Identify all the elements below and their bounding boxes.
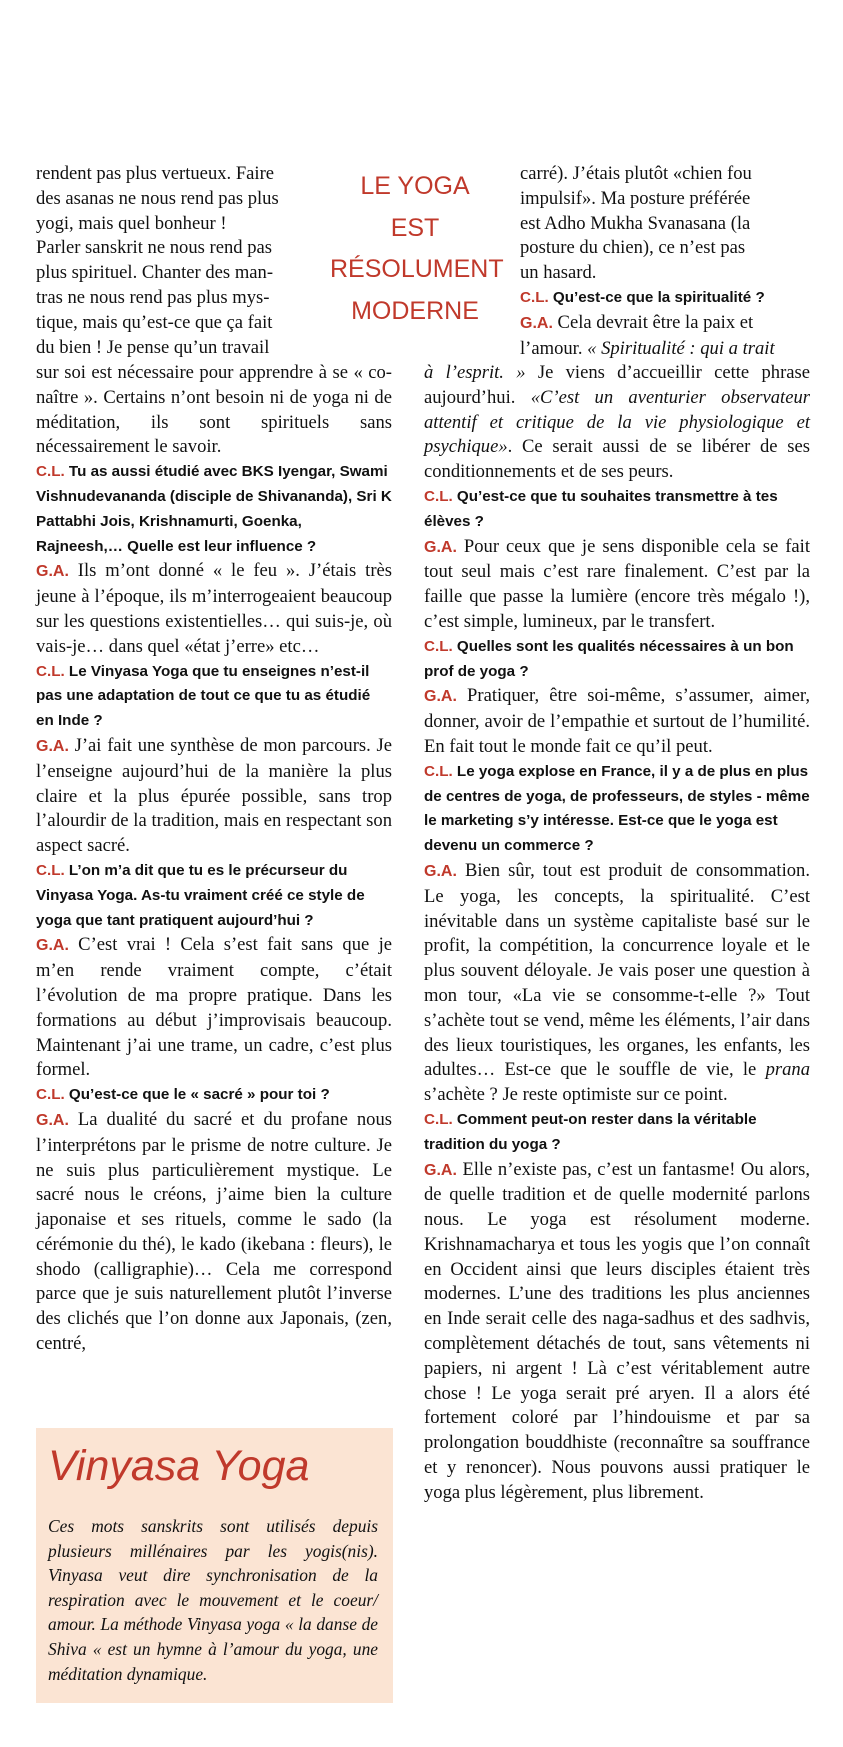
interview-question — [424, 485, 810, 535]
answer-text: Pratiquer, être soi-même, s’assumer, aimer, donner, avoir de l’empathie et surtout de l’humilité. En fait tout le monde fait ce qu’il peut. — [424, 685, 810, 757]
text-line: impulsif». Ma posture préférée — [520, 187, 751, 209]
speaker-label: C.L. — [424, 487, 453, 505]
question-text: Qu’est-ce que la spiritualité ? — [552, 288, 765, 306]
answer-text: J’ai fait une synthèse de mon parcours. Je l’enseigne aujourd’hui de la manière la plus claire et la plus épurée possible, sans trop l’alourdir de la tradition, mais en respectant son aspect sacré. — [36, 734, 392, 857]
text-line: carré). J’étais plutôt «chien fou — [520, 163, 752, 184]
speaker-label: C.L. — [424, 1110, 453, 1128]
question-text: Qu’est-ce que le « sacré » pour toi ? — [68, 1086, 330, 1104]
question-text: Comment peut-on rester dans la véritable tradition du yoga ? — [424, 1110, 757, 1153]
text-line: un hasard. — [520, 262, 597, 284]
answer-text: Cela devrait être la paix et — [557, 311, 754, 333]
answer-text: Bien sûr, tout est produit de consommation. Le yoga, les concepts, la spiritualité. C’est inévitable dans un système capitaliste basé sur le profit, la compétition, la concurrence loyale et le plus souvent déloyale. Je vais poser une question à mon tour, «La vie se consomme-t-elle ?» Tout s’achète tout se vend, même les éléments, l’air dans des lieux touristiques, les organes, les enfants, les adultes… Est-ce que le souffle de vie, le — [424, 859, 810, 1081]
left-column-intro — [36, 162, 352, 360]
interview-question — [36, 859, 392, 933]
text-line: plus spirituel. Chanter des man- — [36, 262, 274, 284]
answer-text: s’achète ? Je reste optimiste sur ce point. — [424, 1084, 728, 1106]
quote-text: « Spiritualité : qui a trait — [587, 337, 775, 359]
pull-quote-line: RÉSOLUMENT — [330, 255, 504, 283]
pull-quote-line: MODERNE — [351, 296, 479, 325]
speaker-label: G.A. — [424, 1161, 457, 1179]
right-column-top — [520, 162, 810, 361]
answer-text: . Ce serait aussi de se libérer de ses conditionnements et de ses peurs. — [424, 436, 810, 483]
text-line: tras ne nous rend pas plus mys- — [36, 286, 270, 308]
answer-emphasis: prana — [765, 1059, 810, 1081]
answer-text: La dualité du sacré et du profane nous l’interprétons par le prisme de notre culture. Je ne suis plus particulièrement mystique. Le sacré nous le créons, j’aime bien la culture japonaise et ses rituels, comme le sado (la cérémonie du thé), le kado (ikebana : fleurs), le shodo (calligraphie)… Cela me correspond parce que je suis naturellement plutôt l’inverse des clichés que l’on donne aux Japonais, (zen, centré, — [36, 1108, 392, 1355]
left-column — [36, 361, 392, 1357]
interview-answer — [424, 684, 810, 759]
text-line: du bien ! Je pense qu’un travail — [36, 336, 270, 358]
speaker-label: C.L. — [36, 662, 65, 680]
paragraph — [424, 361, 810, 485]
question-text: Quelles sont les qualités nécessaires à un bon prof de yoga ? — [424, 637, 794, 680]
speaker-label: G.A. — [36, 937, 69, 955]
speaker-label: C.L. — [36, 861, 65, 879]
speaker-label: C.L. — [36, 1086, 65, 1104]
question-text: Le yoga explose en France, il y a de plus en plus de centres de yoga, de professeurs, de styles - même le marketing s’y intéresse. Est-ce que le yoga est devenu un commerce ? — [424, 762, 810, 855]
speaker-label: G.A. — [36, 1111, 69, 1129]
quote-text: «C’est un aventurier observateur attentif et critique de la vie physiologique et psychique» — [424, 386, 811, 458]
interview-answer — [424, 1158, 810, 1506]
pull-quote-line: EST — [390, 213, 440, 242]
text-line: yogi, mais quel bonheur ! — [36, 212, 227, 234]
question-text: Tu as aussi étudié avec BKS Iyengar, Swami Vishnudevananda (disciple de Shivananda), Sri K Pattabhi Jois, Krishnamurti, Goenka, Rajneesh,… Quelle est leur influence ? — [36, 463, 392, 555]
answer-text: Pour ceux que je sens disponible cela se fait tout seul mais c’est rare finalement. C’est par la faille que passe la lumière (encore très mégalo !), c’est simple, lumineux, par le transfert. — [424, 535, 810, 632]
text-line: Parler sanskrit ne nous rend pas — [36, 237, 272, 259]
sidebar-text: Ces mots sanskrits sont utilisés depuis plusieurs millénaires par les yogis(nis). Vinyasa veut dire synchronisation de la respiration avec le mouvement et le coeur/ amour. La méthode Vinyasa yoga « la danse de Shiva « est un hymne à l’amour du yoga, une méditation dynamique. — [48, 1516, 378, 1684]
question-text: Le Vinyasa Yoga que tu enseignes n’est-il pas une adaptation de tout ce que tu as étudié en Inde ? — [36, 662, 371, 730]
interview-answer — [36, 559, 392, 659]
interview-question — [424, 635, 810, 685]
text-line: rendent pas plus vertueux. Faire — [36, 163, 275, 184]
text-line: posture du chien), ce n’est pas — [520, 237, 746, 259]
answer-text: Je viens d’accueillir cette phrase aujourd’hui. — [424, 362, 810, 408]
sidebar-box — [36, 1428, 393, 1703]
pull-quote-line: LE YOGA — [360, 172, 470, 200]
speaker-label: G.A. — [424, 862, 457, 880]
speaker-label: C.L. — [424, 762, 453, 780]
interview-question — [424, 760, 810, 859]
answer-text: Ils m’ont donné « le feu ». J’étais très jeune à l’époque, ils m’interrogeaient beaucoup sur les questions existentielles… qui suis-je, où vais-je… dans quel «état j’erre» etc… — [36, 560, 393, 657]
question-text: L’on m’a dit que tu es le précurseur du Vinyasa Yoga. As-tu vraiment créé ce style de yoga que tant pratiquent aujourd’hui ? — [36, 861, 365, 929]
interview-answer — [36, 1108, 392, 1357]
interview-answer — [424, 535, 810, 635]
text-line — [520, 337, 810, 362]
right-column — [424, 361, 810, 1506]
pull-quote — [330, 166, 504, 332]
interview-answer — [424, 859, 810, 1108]
question-text: Qu’est-ce que tu souhaites transmettre à tes élèves ? — [424, 487, 778, 530]
interview-question — [36, 660, 392, 734]
speaker-label: G.A. — [424, 538, 457, 556]
speaker-label: G.A. — [424, 688, 457, 706]
text-line: tique, mais qu’est-ce que ça fait — [36, 311, 273, 333]
interview-question — [520, 286, 810, 311]
speaker-label: G.A. — [36, 563, 69, 581]
interview-question — [36, 460, 392, 559]
speaker-label: G.A. — [520, 314, 553, 332]
text-line — [520, 311, 810, 337]
sidebar-title: Vinyasa Yoga — [48, 1442, 310, 1490]
speaker-label: G.A. — [36, 737, 69, 755]
interview-answer — [36, 734, 392, 859]
interview-answer — [36, 933, 392, 1083]
text-line: est Adho Mukha Svanasana (la — [520, 212, 751, 234]
answer-text: Elle n’existe pas, c’est un fantasme! Ou alors, de quelle tradition et de quelle modernité parlons nous. Le yoga est résolument moderne. Krishnamacharya et tous les yogis que l’on connaît en Occident ainsi que leurs disciples étaient très modernes. L’une des traditions les plus anciennes en Inde serait celle des naga-sadhus et des sadhvis, complètement détachés de tout, sans vêtements ni papiers, ni argent ! Là c’est véritablement autre chose ! Le yoga serait pré aryen. Il a alors été fortement coloré par l’hindouisme et par sa prolongation bouddhiste (reconnaître sa souffrance et y renoncer). Nous pouvons aussi pratiquer le yoga plus légèrement, plus librement. — [424, 1158, 810, 1503]
speaker-label: C.L. — [424, 637, 453, 655]
text-line: des asanas ne nous rend pas plus — [36, 187, 279, 209]
speaker-label: C.L. — [520, 288, 549, 306]
answer-text: l’amour. — [520, 337, 588, 359]
answer-text: C’est vrai ! Cela s’est fait sans que je m’en rende vraiment compte, c’était l’évolution de ma propre pratique. Dans les formations au début j’improvisais beaucoup. Maintenant j’ai une trame, un cadre, c’est plus formel. — [36, 934, 392, 1081]
interview-question — [36, 1083, 392, 1108]
interview-question — [424, 1108, 810, 1158]
paragraph: sur soi est nécessaire pour apprendre à se « co-naître ». Certains n’ont besoin ni de yoga ni de méditation, ils sont spirituels sans nécessairement le savoir. — [36, 362, 392, 458]
speaker-label: C.L. — [36, 463, 65, 481]
quote-text: à l’esprit. » — [424, 362, 526, 383]
